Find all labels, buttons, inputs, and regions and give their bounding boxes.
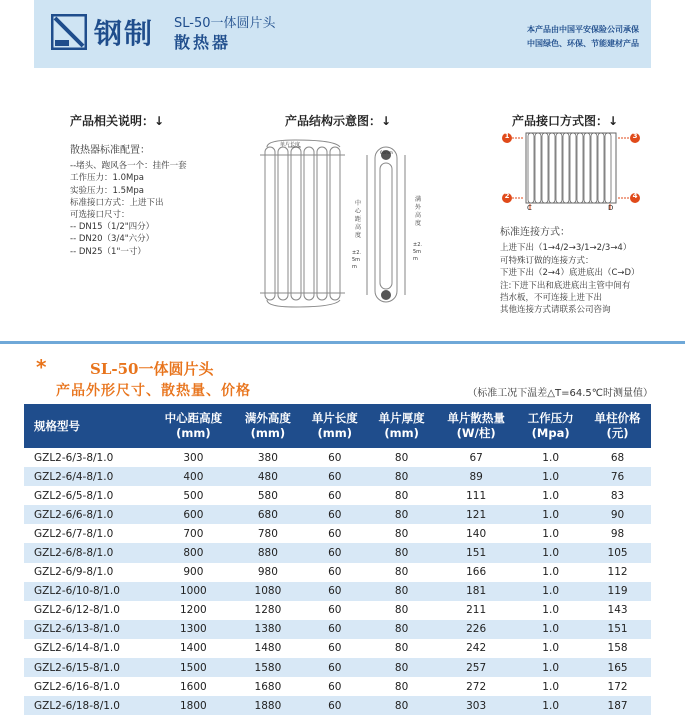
table-cell: GZL2-6/5-8/1.0 [24,486,152,505]
table-row [24,448,651,467]
table-cell: GZL2-6/15-8/1.0 [24,658,152,677]
structure-diagram [255,135,435,315]
table-cell: 780 [234,524,301,543]
table-cell: 143 [584,601,651,620]
table-cell: GZL2-6/6-8/1.0 [24,505,152,524]
table-cell: 1300 [152,620,234,639]
table-row [24,620,651,639]
table-cell: 1.0 [517,448,584,467]
table-cell: 480 [234,467,301,486]
table-cell: 80 [368,582,435,601]
table-cell: 140 [435,524,517,543]
port-4-label: 4 [632,192,638,200]
col-header: 工作压力 (Mpa) [517,404,584,448]
table-cell: 112 [584,563,651,582]
spec-table [24,404,651,715]
measurement-note: （标准工况下温差△T=64.5℃时测量值） [467,388,653,399]
table-cell: 380 [234,448,301,467]
table-cell: 211 [435,601,517,620]
table-cell: 105 [584,543,651,562]
table-cell: GZL2-6/18-8/1.0 [24,696,152,715]
product-subtitle: 产品外形尺寸、散热量、价格 [56,383,251,399]
desc-heading: 产品相关说明：↓ [70,114,165,128]
table-cell: 89 [435,467,517,486]
center-tolerance: ±2.5mm [352,250,361,270]
table-cell: GZL2-6/13-8/1.0 [24,620,152,639]
top-dim-label: 60mm [380,150,393,155]
interface-diagram [498,128,643,218]
table-cell: 1.0 [517,639,584,658]
table-cell: 880 [234,543,301,562]
table-cell: 1680 [234,677,301,696]
table-cell: 68 [584,448,651,467]
section-divider [0,341,685,344]
table-cell: 226 [435,620,517,639]
insurance-note: 本产品由中国平安保险公司承保 [527,25,639,34]
spec-line: 实验压力：1.5Mpa [70,185,144,196]
connection-line: 挡水板，不可连接上进下出 [500,293,603,304]
brand-subtitle: 散热器 [174,33,232,52]
col-header: 规格型号 [24,404,152,448]
table-cell: 121 [435,505,517,524]
table-cell: 1080 [234,582,301,601]
table-cell: 1600 [152,677,234,696]
connection-line: 下进下出（2→4）底进底出（C→D） [500,268,640,279]
table-cell: 67 [435,448,517,467]
table-cell: 80 [368,563,435,582]
spec-line: 工作压力：1.0Mpa [70,173,144,184]
port-c-label: C [527,204,532,212]
port-1-label: 1 [504,132,510,140]
table-row [24,696,651,715]
table-cell: 83 [584,486,651,505]
table-cell: 172 [584,677,651,696]
table-row [24,639,651,658]
table-cell: 1280 [234,601,301,620]
table-cell: 1.0 [517,658,584,677]
table-cell: 1.0 [517,543,584,562]
table-cell: 80 [368,448,435,467]
col-header: 单柱价格 (元) [584,404,651,448]
table-header-row [24,404,651,448]
table-cell: 500 [152,486,234,505]
port-2-label: 2 [504,192,510,200]
table-cell: 600 [152,505,234,524]
connection-line: 可特殊订做的连接方式： [500,255,594,266]
table-cell: 1800 [152,696,234,715]
table-cell: 166 [435,563,517,582]
col-header: 单片长度 (mm) [301,404,368,448]
table-cell: 111 [435,486,517,505]
col-header: 中心距高度 (mm) [152,404,234,448]
spec-line: 标准接口方式：上进下出 [70,197,164,208]
table-cell: GZL2-6/9-8/1.0 [24,563,152,582]
table-cell: 60 [301,658,368,677]
table-cell: 90 [584,505,651,524]
table-cell: 1.0 [517,677,584,696]
table-cell: GZL2-6/10-8/1.0 [24,582,152,601]
table-cell: 80 [368,620,435,639]
table-cell: 1.0 [517,620,584,639]
table-cell: 900 [152,563,234,582]
spec-line: --堵头、跑风各一个：挂件一套 [70,161,187,172]
table-cell: 60 [301,448,368,467]
table-cell: GZL2-6/16-8/1.0 [24,677,152,696]
table-cell: GZL2-6/12-8/1.0 [24,601,152,620]
table-cell: 1.0 [517,524,584,543]
brand-model: SL-50一体圆片头 [174,16,276,31]
table-cell: 680 [234,505,301,524]
table-row [24,543,651,562]
spec-title: 散热器标准配置： [70,145,150,156]
table-cell: 181 [435,582,517,601]
table-cell: 80 [368,486,435,505]
center-distance-label: 中心距高度 [355,200,362,239]
connection-line: 注:下进下出和底进底出主管中间有 [500,280,631,291]
table-cell: GZL2-6/14-8/1.0 [24,639,152,658]
table-cell: 60 [301,620,368,639]
table-cell: 98 [584,524,651,543]
table-cell: 60 [301,601,368,620]
connection-line: 上进下出（1→4/2→3/1→2/3→4） [500,243,632,254]
table-cell: 242 [435,639,517,658]
table-cell: GZL2-6/3-8/1.0 [24,448,152,467]
table-row [24,601,651,620]
table-cell: 80 [368,467,435,486]
table-cell: 80 [368,696,435,715]
table-cell: 80 [368,601,435,620]
table-cell: 1580 [234,658,301,677]
table-cell: 151 [584,620,651,639]
table-cell: 60 [301,582,368,601]
table-cell: 76 [584,467,651,486]
table-cell: GZL2-6/8-8/1.0 [24,543,152,562]
spec-line: -- DN15（1/2"四分） [70,222,155,233]
table-cell: 60 [301,524,368,543]
spec-line: 可选接口尺寸： [70,210,130,221]
table-cell: 151 [435,543,517,562]
table-cell: 80 [368,677,435,696]
table-cell: 1.0 [517,486,584,505]
col-header: 单片散热量 (W/柱) [435,404,517,448]
table-cell: 60 [301,486,368,505]
table-cell: 80 [368,543,435,562]
table-cell: 1.0 [517,467,584,486]
table-cell: 80 [368,658,435,677]
table-row [24,563,651,582]
table-cell: 400 [152,467,234,486]
table-row [24,677,651,696]
full-height-label: 满外高度 [415,196,422,227]
table-cell: 80 [368,639,435,658]
table-cell: 1500 [152,658,234,677]
table-cell: 980 [234,563,301,582]
table-cell: 700 [152,524,234,543]
connection-list [500,227,640,317]
table-cell: 272 [435,677,517,696]
table-cell: 580 [234,486,301,505]
table-cell: 119 [584,582,651,601]
table-cell: 60 [301,505,368,524]
table-cell: 187 [584,696,651,715]
spec-line: -- DN20（3/4"六分） [70,234,155,245]
eco-note: 中国绿色、环保、节能建材产品 [527,39,639,48]
interface-heading: 产品接口方式图：↓ [512,114,619,128]
table-cell: 1400 [152,639,234,658]
table-cell: 1380 [234,620,301,639]
table-row [24,467,651,486]
table-cell: 1.0 [517,582,584,601]
table-cell: 60 [301,563,368,582]
piece-length-label: 单片长度 [280,142,301,148]
product-title: SL-50一体圆片头 [90,360,214,378]
table-cell: 1480 [234,639,301,658]
col-header: 单片厚度 (mm) [368,404,435,448]
table-row [24,524,651,543]
table-cell: 1.0 [517,601,584,620]
table-cell: 80 [368,505,435,524]
brand-title: 钢制 [94,17,155,50]
table-cell: 1200 [152,601,234,620]
brand-logo-icon [51,14,87,50]
port-d-label: D [608,204,614,212]
table-row [24,582,651,601]
table-cell: 158 [584,639,651,658]
table-cell: 60 [301,639,368,658]
table-row [24,486,651,505]
table-cell: 60 [301,696,368,715]
table-cell: GZL2-6/7-8/1.0 [24,524,152,543]
table-cell: 80 [368,524,435,543]
table-cell: 257 [435,658,517,677]
brand-header [34,0,651,68]
table-cell: 303 [435,696,517,715]
port-3-label: 3 [632,132,638,140]
table-cell: 800 [152,543,234,562]
table-cell: 1.0 [517,505,584,524]
table-cell: 60 [301,677,368,696]
table-cell: 1.0 [517,563,584,582]
spec-line: -- DN25（1"一寸） [70,246,146,257]
table-cell: 60 [301,543,368,562]
table-cell: 1000 [152,582,234,601]
full-tolerance: ±2.5mm [413,242,422,262]
table-cell: 60 [301,467,368,486]
table-cell: GZL2-6/4-8/1.0 [24,467,152,486]
table-cell: 1880 [234,696,301,715]
table-row [24,658,651,677]
structure-heading: 产品结构示意图：↓ [285,114,392,128]
table-cell: 300 [152,448,234,467]
spec-list [70,145,187,258]
connection-title: 标准连接方式： [500,227,570,238]
table-row [24,505,651,524]
table-cell: 1.0 [517,696,584,715]
star-icon: * [36,355,47,379]
table-cell: 165 [584,658,651,677]
connection-line: 其他连接方式请联系公司咨询 [500,305,611,316]
col-header: 满外高度 (mm) [234,404,301,448]
